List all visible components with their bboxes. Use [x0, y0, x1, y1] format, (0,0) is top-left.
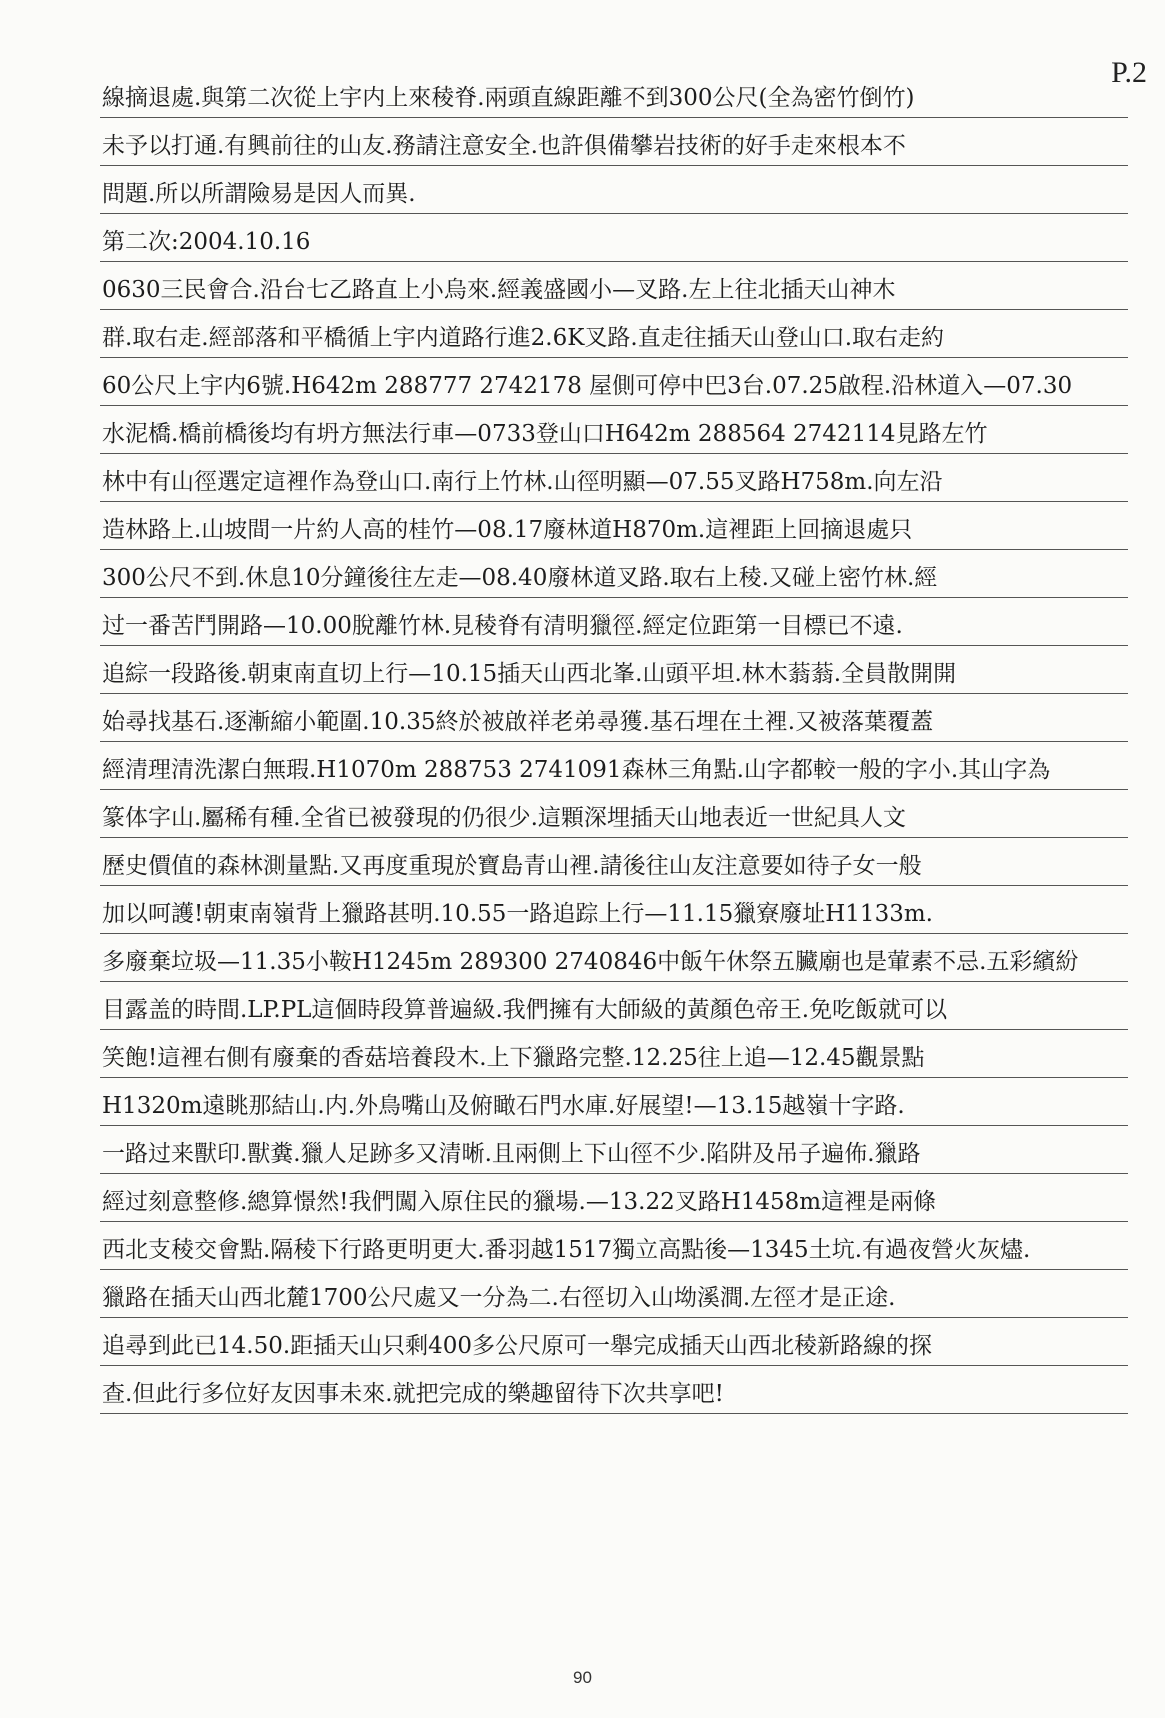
line-text: 60公尺上宇内6號.H642m 288777 2742178 屋側可停中巴3台.07.25啟程.沿林道入—07.30 [102, 373, 1073, 399]
text-line [100, 838, 1128, 886]
text-line [100, 214, 1128, 262]
text-line [100, 934, 1128, 982]
line-text: 加以呵護!朝東南嶺背上獵路甚明.10.55一路追踪上行—11.15獵寮廢址H1133m. [102, 901, 933, 927]
text-line [100, 310, 1128, 358]
text-line [100, 454, 1128, 502]
text-line [100, 1030, 1128, 1078]
text-line [100, 1078, 1128, 1126]
line-text: 笑飽!這裡右側有廢棄的香菇培養段木.上下獵路完整.12.25往上追—12.45觀景點 [102, 1045, 925, 1071]
text-line [100, 694, 1128, 742]
text-line [100, 358, 1128, 406]
line-text: 造林路上.山坡間一片約人高的桂竹—08.17廢林道H870m.這裡距上回摘退處只 [102, 517, 913, 543]
line-text: H1320m遠眺那結山.内.外鳥嘴山及俯瞰石門水庫.好展望!—13.15越嶺十字路. [102, 1093, 905, 1119]
text-line [100, 598, 1128, 646]
text-line [100, 262, 1128, 310]
line-text: 目露盖的時間.LP.PL這個時段算普遍級.我們擁有大師級的黃顏色帝王.免吃飯就可以 [102, 997, 948, 1023]
line-text: 一路过来獸印.獸糞.獵人足跡多又清晰.且兩側上下山徑不少.陷阱及吊子遍佈.獵路 [102, 1141, 921, 1167]
text-line [100, 886, 1128, 934]
line-text: 線摘退處.與第二次從上宇内上來稜脊.兩頭直線距離不到300公尺(全為密竹倒竹) [102, 85, 915, 111]
line-text: 篆体字山.屬稀有種.全省已被發現的仍很少.這顆深埋插天山地表近一世紀具人文 [102, 805, 906, 831]
line-text: 問題.所以所謂險易是因人而異. [102, 181, 416, 207]
handwritten-text-body [100, 70, 1128, 1414]
line-text: 第二次:2004.10.16 [102, 229, 311, 255]
line-text: 0630三民會合.沿台七乙路直上小烏來.經義盛國小—叉路.左上往北插天山神木 [102, 277, 896, 303]
line-text: 300公尺不到.休息10分鐘後往左走—08.40廢林道叉路.取右上稜.又碰上密竹林.經 [102, 565, 938, 591]
text-line [100, 790, 1128, 838]
line-text: 过一番苦鬥開路—10.00脫離竹林.見稜脊有清明獵徑.經定位距第一目標已不遠. [102, 613, 903, 639]
text-line [100, 502, 1128, 550]
line-text: 西北支稜交會點.隔稜下行路更明更大.番羽越1517獨立高點後—1345土坑.有過夜營火灰燼. [102, 1237, 1031, 1263]
line-text: 追尋到此已14.50.距插天山只剩400多公尺原可一舉完成插天山西北稜新路線的探 [102, 1333, 933, 1359]
line-text: 經过刻意整修.總算憬然!我們闖入原住民的獵場.—13.22叉路H1458m這裡是兩條 [102, 1189, 937, 1215]
text-line [100, 550, 1128, 598]
line-text: 歷史價值的森林測量點.又再度重現於寶島青山裡.請後往山友注意要如待子女一般 [102, 853, 922, 879]
text-line [100, 406, 1128, 454]
text-line [100, 70, 1128, 118]
text-line [100, 1366, 1128, 1414]
text-line [100, 166, 1128, 214]
line-text: 林中有山徑選定這裡作為登山口.南行上竹林.山徑明顯—07.55叉路H758m.向左沿 [102, 469, 943, 495]
line-text: 追綜一段路後.朝東南直切上行—10.15插天山西北峯.山頭平坦.林木蓊蓊.全員散開開 [102, 661, 957, 687]
line-text: 經清理清洗潔白無瑕.H1070m 288753 2741091森林三角點.山字都較一般的字小.其山字為 [102, 757, 1051, 783]
text-line [100, 1174, 1128, 1222]
page-label: P.2 [1111, 56, 1147, 89]
text-line [100, 1222, 1128, 1270]
text-line [100, 982, 1128, 1030]
line-text: 水泥橋.橋前橋後均有坍方無法行車—0733登山口H642m 288564 2742114見路左竹 [102, 421, 988, 447]
text-line [100, 1126, 1128, 1174]
line-text: 多廢棄垃圾—11.35小鞍H1245m 289300 2740846中飯午休祭五臟廟也是葷素不忌.五彩繽紛 [102, 949, 1079, 975]
line-text: 查.但此行多位好友因事未來.就把完成的樂趣留待下次共享吧! [102, 1381, 724, 1407]
text-line [100, 742, 1128, 790]
line-text: 群.取右走.經部落和平橋循上宇内道路行進2.6K叉路.直走往插天山登山口.取右走約 [102, 325, 945, 351]
line-text: 未予以打通.有興前往的山友.務請注意安全.也許俱備攀岩技術的好手走來根本不 [102, 133, 906, 159]
text-line [100, 1270, 1128, 1318]
text-line [100, 646, 1128, 694]
line-text: 獵路在插天山西北麓1700公尺處又一分為二.右徑切入山坳溪澗.左徑才是正途. [102, 1285, 896, 1311]
page-number: 90 [573, 1668, 592, 1687]
text-line [100, 1318, 1128, 1366]
line-text: 始尋找基石.逐漸縮小範圍.10.35終於被啟祥老弟尋獲.基石埋在土裡.又被落葉覆蓋 [102, 709, 934, 735]
text-line [100, 118, 1128, 166]
